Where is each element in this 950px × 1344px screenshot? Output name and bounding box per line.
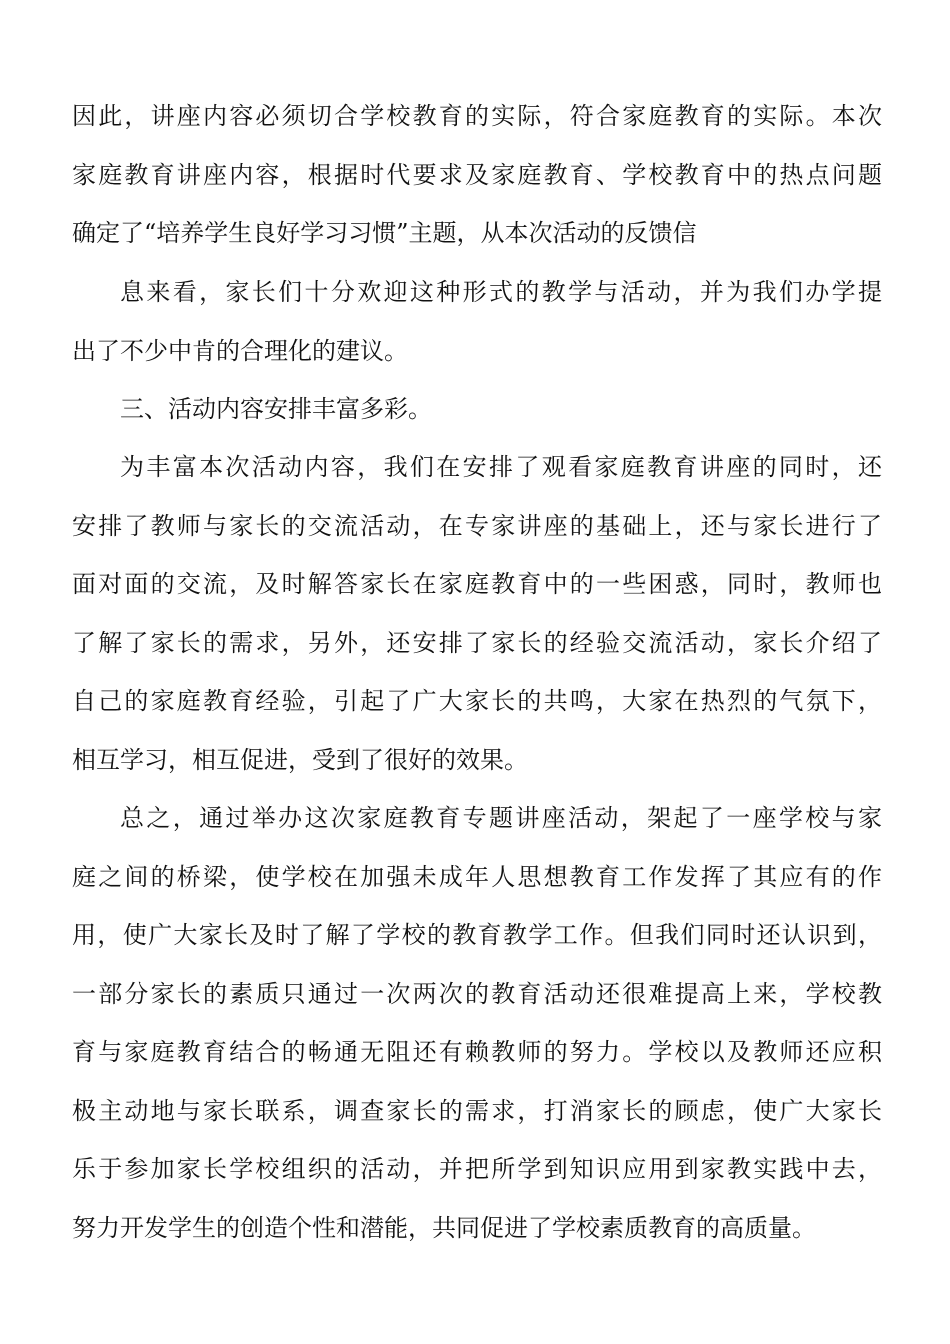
section-heading: 三、活动内容安排丰富多彩。 — [120, 395, 432, 423]
paragraph-line: 相互学习，相互促进，受到了很好的效果。 — [72, 746, 528, 774]
paragraph-line: 努力开发学生的创造个性和潜能，共同促进了学校素质教育的高质量。 — [72, 1214, 816, 1242]
paragraph-line: 息来看，家长们十分欢迎这种形式的教学与活动，并为我们办学提 — [120, 278, 882, 306]
paragraph-line: 确定了“培养学生良好学习习惯”主题，从本次活动的反馈信 — [72, 219, 697, 247]
paragraph-line: 庭之间的桥梁，使学校在加强未成年人思想教育工作发挥了其应有的作 — [72, 863, 882, 891]
paragraph-line: 乐于参加家长学校组织的活动，并把所学到知识应用到家教实践中去， — [72, 1155, 882, 1183]
paragraph-line: 一部分家长的素质只通过一次两次的教育活动还很难提高上来，学校教 — [72, 980, 882, 1008]
paragraph-line: 用，使广大家长及时了解了学校的教育教学工作。但我们同时还认识到， — [72, 921, 882, 949]
paragraph-line: 因此，讲座内容必须切合学校教育的实际，符合家庭教育的实际。本次 — [72, 102, 882, 130]
paragraph-line: 家庭教育讲座内容，根据时代要求及家庭教育、学校教育中的热点问题 — [72, 161, 882, 189]
paragraph-line: 安排了教师与家长的交流活动，在专家讲座的基础上，还与家长进行了 — [72, 512, 882, 540]
paragraph-line: 出了不少中肯的合理化的建议。 — [72, 337, 408, 365]
paragraph-line: 了解了家长的需求，另外，还安排了家长的经验交流活动，家长介绍了 — [72, 629, 882, 657]
paragraph-line: 为丰富本次活动内容，我们在安排了观看家庭教育讲座的同时，还 — [120, 453, 882, 481]
paragraph-line: 育与家庭教育结合的畅通无阻还有赖教师的努力。学校以及教师还应积 — [72, 1038, 882, 1066]
paragraph-line: 总之，通过举办这次家庭教育专题讲座活动，架起了一座学校与家 — [120, 804, 882, 832]
paragraph-line: 面对面的交流，及时解答家长在家庭教育中的一些困惑，同时，教师也 — [72, 570, 882, 598]
paragraph-line: 极主动地与家长联系，调查家长的需求，打消家长的顾虑，使广大家长 — [72, 1097, 882, 1125]
paragraph-line: 自己的家庭教育经验，引起了广大家长的共鸣，大家在热烈的气氛下， — [72, 687, 882, 715]
